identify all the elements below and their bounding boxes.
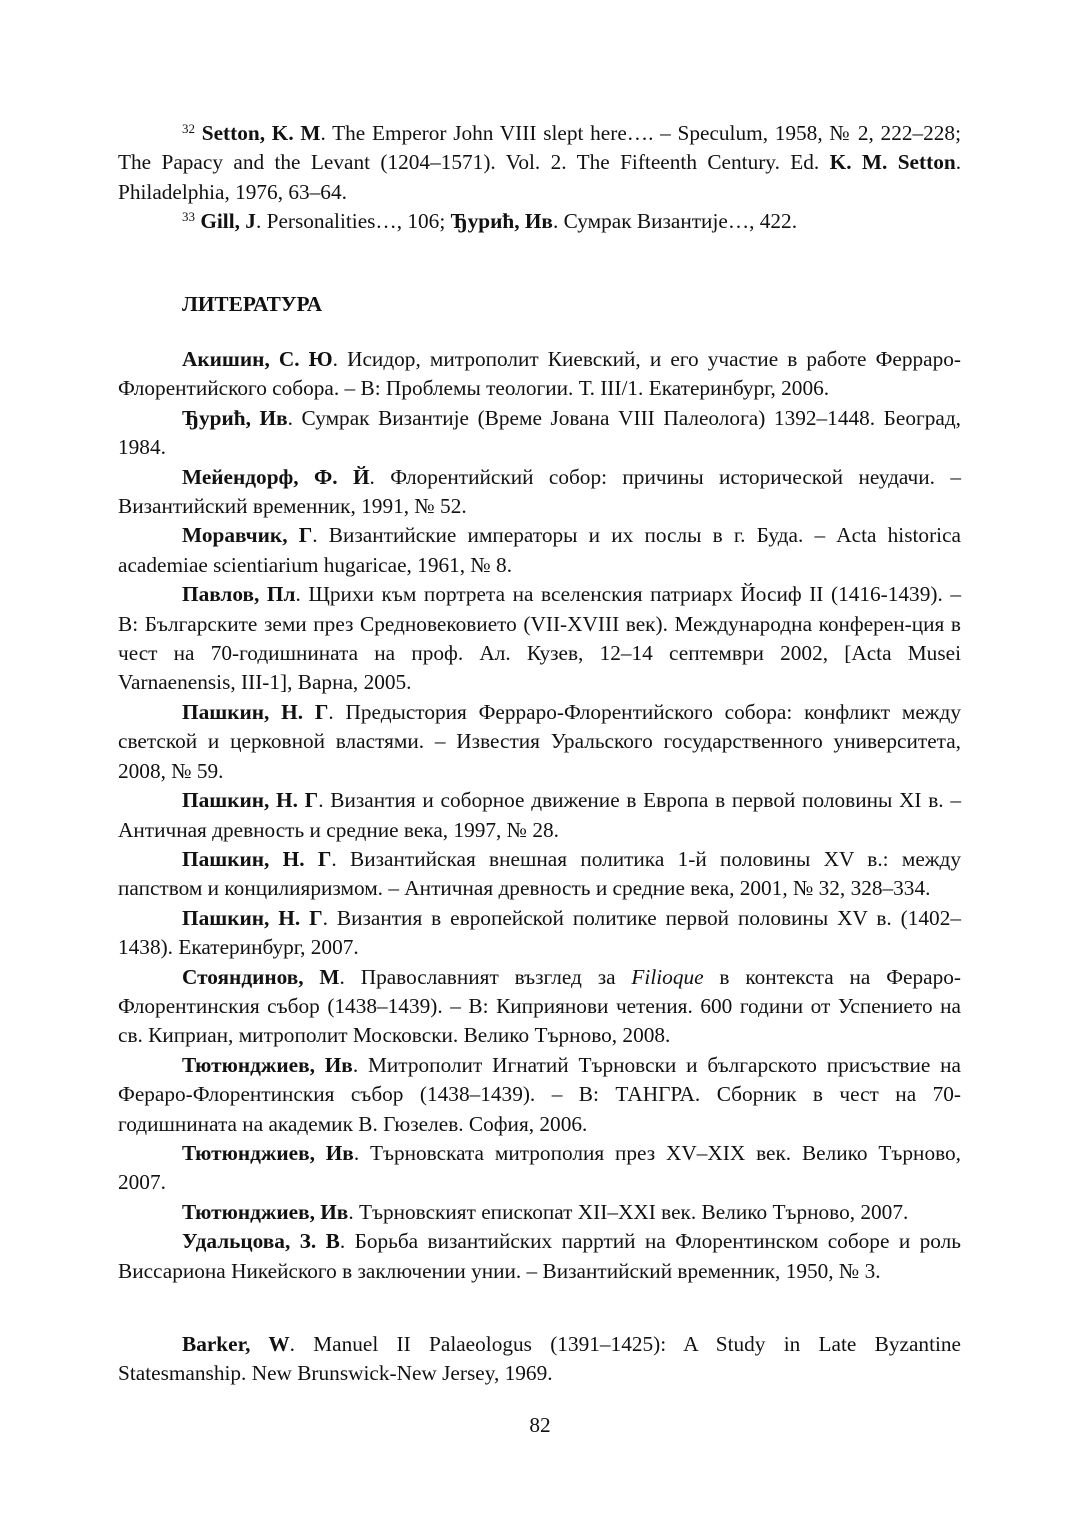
bibliography-entry	[118, 404, 961, 463]
entry-text: . Византийская внешная политика 1-й половины XV в.: между папством и концилияризмом. – Античная древность и средние века, 2001, № 32, 328–334.	[118, 846, 961, 901]
entry-author: Пашкин, Н. Г	[182, 699, 329, 724]
footnote-text: . Philadelphia, 1976, 63–64.	[118, 150, 962, 204]
bibliography-entry	[118, 845, 961, 904]
section-title: ЛИТЕРАТУРА	[182, 292, 323, 316]
entry-author: Тютюнджиев, Ив	[182, 1052, 353, 1077]
entry-text: . Православният възглед за	[339, 964, 632, 989]
bibliography-entry	[118, 521, 961, 580]
entry-text: . Manuel II Palaeologus (1391–1425): A Study in Late Byzantine Statesmanship. New Brunswick-New Jersey, 1969.	[118, 1332, 961, 1386]
entry-text: . Сумрак Византије (Време Јована VIII Палеолога) 1392–1448. Београд, 1984.	[118, 405, 961, 460]
footnote-text: . Personalities…, 106;	[255, 209, 451, 234]
bibliography-entry	[118, 963, 961, 1051]
entry-italic-term: Filioque	[631, 964, 704, 989]
entry-text: . Византия и соборное движение в Европа в первой половины XI в. – Античная древность и средние века, 1997, № 28.	[118, 788, 961, 842]
footnote-number: 32	[182, 121, 195, 136]
entry-author: Barker, W	[182, 1332, 290, 1356]
entry-author: Стояндинов, М	[182, 964, 340, 989]
entry-author: Мейендорф, Ф. Й	[182, 464, 370, 489]
entry-text: . Митрополит Игнатий Търновски и българското присъствие на Фераро-Флорентинския събор (1438–1439). – В: ТАНГРА. Сборник в чест на 70-годишнината на академик В. Гюзелев. София, 2006.	[118, 1052, 961, 1136]
page-number: 82	[529, 1413, 551, 1437]
bibliography-entry	[118, 580, 961, 698]
entry-text: . Търновската митрополия през XV–XIX век. Велико Търново, 2007.	[118, 1140, 961, 1195]
entry-author: Акишин, С. Ю	[182, 347, 333, 371]
entry-text: . Търновският епископат XII–XXI век. Велико Търново, 2007.	[348, 1199, 909, 1224]
bibliography-entry	[118, 1330, 961, 1389]
footnotes	[118, 119, 961, 237]
bibliography-entry	[118, 345, 961, 404]
bibliography-entry	[118, 1051, 961, 1139]
bibliography-entry	[118, 463, 961, 522]
footnote-author: Setton, K. M	[201, 121, 321, 145]
entry-author: Удальцова, З. В	[182, 1229, 340, 1254]
entry-author: Тютюнджиев, Ив	[182, 1140, 354, 1165]
bibliography-entry	[118, 1139, 961, 1198]
bibliography-entry	[118, 1227, 961, 1286]
footnote-number: 33	[182, 209, 195, 225]
entry-text: . Византия в европейской политике первой половины XV в. (1402–1438). Екатеринбург, 2007.	[118, 905, 962, 960]
footnote-text: . Сумрак Византије…, 422.	[552, 209, 798, 234]
entry-text: . Флорентийский собор: причины исторической неудачи. – Византийский временник, 1991, № 52.	[118, 464, 961, 519]
bibliography-entry	[118, 786, 961, 845]
entry-text: . Щрихи към портрета на вселенския патриарх Йосиф II (1416-1439). – В: Българските земи през Средновековието (VII-XVIII век). Международна конферен-ция в чест на 70-годишнината на проф. Ал. Кузев, 12–14 септември 2002, [Acta Musei Varnaenensis, III-1], Варна, 2005.	[118, 582, 962, 695]
footnote-33	[118, 207, 961, 236]
entry-author: Пашкин, Н. Г	[182, 905, 323, 930]
entry-author: Тютюнджиев, Ив	[182, 1199, 349, 1224]
footnote-author: Gill, J	[200, 209, 256, 234]
footnote-editor: K. M. Setton	[829, 150, 956, 175]
entry-text: . Предыстория Ферраро-Флорентийского собора: конфликт между светской и церковной властями. – Известия Уральского государственного университета, 2008, № 59.	[118, 699, 961, 783]
entry-author: Пашкин, Н. Г	[182, 846, 332, 871]
entry-author: Ђурић, Ив	[182, 405, 288, 430]
entry-author: Павлов, Пл	[182, 582, 296, 607]
entry-text: . Исидор, митрополит Киевский, и его участие в работе Ферраро-Флорентийского собора. – В: Проблемы теологии. Т. III/1. Екатеринбург, 2006.	[118, 347, 961, 401]
bibliography-entry	[118, 904, 961, 963]
bibliography-latin-list	[118, 1330, 961, 1389]
entry-text: в контекста на Фераро-Флорентинския събор (1438–1439). – В: Киприянови четения. 600 години от Успението на св. Киприан, митрополит Московски. Велико Търново, 2008.	[118, 964, 961, 1048]
bibliography-entry	[118, 1198, 961, 1227]
bibliography-list	[118, 345, 961, 1286]
entry-text: . Византийские императоры и их послы в г. Буда. – Acta historica academiae scientiarium hugaricae, 1961, № 8.	[118, 523, 961, 577]
entry-author: Пашкин, Н. Г	[182, 788, 319, 813]
entry-text: . Борьба византийских парртий на Флорентинском соборе и роль Виссариона Никейского в заключении унии. – Византийский временник, 1950, № 3.	[118, 1229, 961, 1283]
bibliography-entry	[118, 698, 961, 786]
footnote-32	[118, 119, 961, 207]
footnote-text: . The Emperor John VIII slept here…. – Speculum, 1958, № 2, 222–228; The Papacy and the Levant (1204–1571). Vol. 2. The Fifteenth Century. Ed.	[118, 121, 961, 175]
footnote-author-2: Ђурић, Ив	[450, 209, 553, 234]
entry-author: Моравчик, Г	[182, 523, 313, 548]
